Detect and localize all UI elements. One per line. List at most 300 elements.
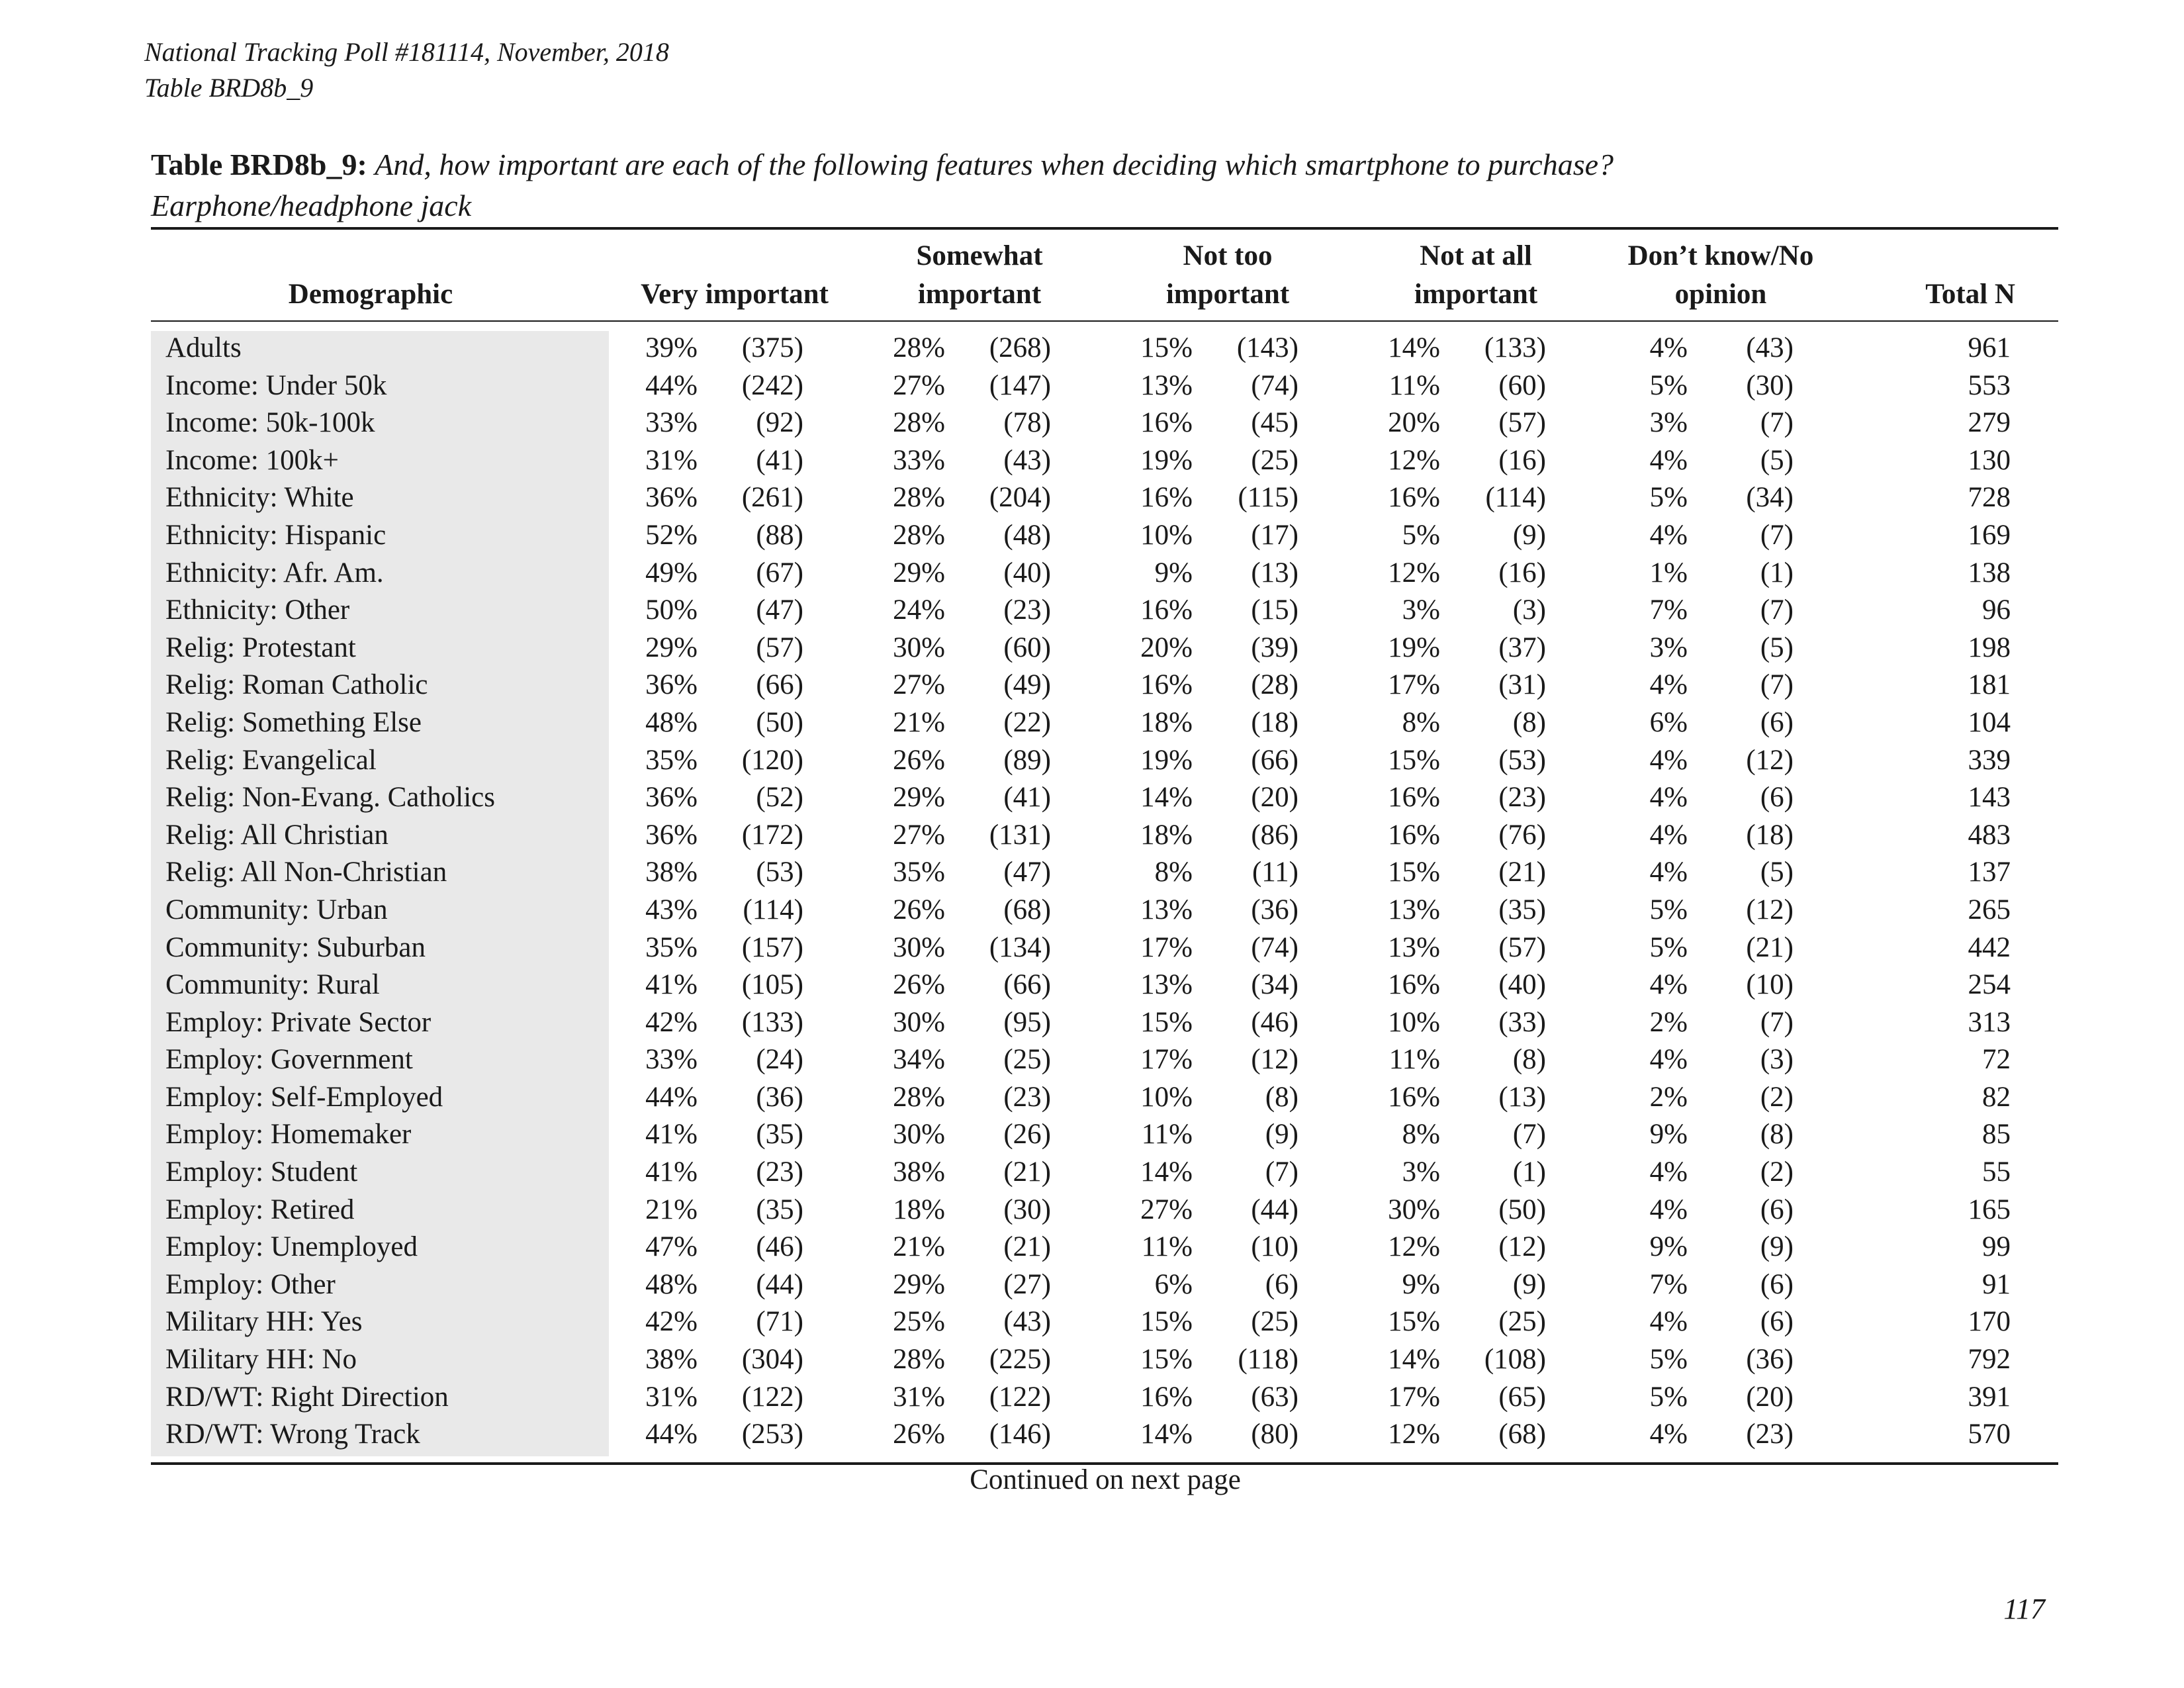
cell-dont-know-n: (1) <box>1760 557 1794 588</box>
table-body <box>0 330 2184 1454</box>
row-label: Employ: Homemaker <box>165 1119 412 1150</box>
cell-total-n: 96 <box>1982 594 2011 626</box>
cell-very-important-pct: 44% <box>645 1081 698 1113</box>
cell-very-important-pct: 36% <box>645 819 698 851</box>
cell-somewhat-important-n: (204) <box>989 482 1051 514</box>
cell-very-important-pct: 41% <box>645 969 698 1001</box>
cell-somewhat-important-n: (146) <box>989 1419 1051 1450</box>
cell-dont-know-n: (6) <box>1760 1194 1794 1225</box>
cell-not-too-important-pct: 10% <box>1140 1081 1193 1113</box>
cell-dont-know-pct: 3% <box>1649 407 1688 439</box>
cell-total-n: 181 <box>1968 669 2011 701</box>
cell-somewhat-important-pct: 38% <box>893 1156 945 1188</box>
cell-not-at-all-important-pct: 3% <box>1402 1156 1440 1188</box>
continued-note: Continued on next page <box>970 1464 1241 1495</box>
cell-total-n: 265 <box>1968 894 2011 925</box>
cell-somewhat-important-pct: 29% <box>893 1268 945 1300</box>
cell-not-at-all-important-n: (114) <box>1485 482 1546 514</box>
row-label: Employ: Unemployed <box>165 1231 418 1263</box>
cell-somewhat-important-pct: 30% <box>893 1006 945 1038</box>
row-label: Community: Suburban <box>165 931 426 963</box>
cell-not-too-important-pct: 13% <box>1140 369 1193 401</box>
row-label: Military HH: No <box>165 1344 357 1376</box>
cell-dont-know-pct: 4% <box>1649 819 1688 851</box>
cell-not-too-important-n: (86) <box>1251 819 1298 851</box>
cell-dont-know-pct: 4% <box>1649 669 1688 701</box>
page-number: 117 <box>2003 1593 2045 1625</box>
header-notall-line2: important <box>1414 279 1538 310</box>
cell-somewhat-important-pct: 27% <box>893 369 945 401</box>
cell-somewhat-important-n: (25) <box>1003 1044 1051 1076</box>
cell-dont-know-n: (36) <box>1746 1344 1794 1376</box>
cell-total-n: 553 <box>1968 369 2011 401</box>
cell-very-important-pct: 42% <box>645 1306 698 1338</box>
cell-dont-know-pct: 4% <box>1649 969 1688 1001</box>
cell-dont-know-n: (7) <box>1760 1006 1794 1038</box>
cell-not-too-important-n: (74) <box>1251 931 1298 963</box>
cell-very-important-pct: 48% <box>645 1268 698 1300</box>
cell-very-important-pct: 36% <box>645 782 698 814</box>
cell-not-at-all-important-pct: 8% <box>1402 706 1440 738</box>
cell-total-n: 391 <box>1968 1381 2011 1413</box>
cell-not-too-important-n: (17) <box>1251 519 1298 551</box>
cell-very-important-pct: 47% <box>645 1231 698 1263</box>
cell-not-at-all-important-n: (23) <box>1498 782 1546 814</box>
cell-somewhat-important-n: (60) <box>1003 632 1051 663</box>
cell-not-at-all-important-n: (21) <box>1498 857 1546 888</box>
table-row <box>0 592 2184 630</box>
cell-dont-know-n: (43) <box>1746 332 1794 363</box>
cell-not-too-important-n: (8) <box>1265 1081 1298 1113</box>
cell-not-too-important-n: (34) <box>1251 969 1298 1001</box>
cell-dont-know-n: (5) <box>1760 444 1794 476</box>
cell-very-important-n: (375) <box>741 332 803 363</box>
cell-dont-know-pct: 9% <box>1649 1231 1688 1263</box>
cell-somewhat-important-n: (131) <box>989 819 1051 851</box>
cell-not-too-important-pct: 13% <box>1140 894 1193 925</box>
header-not-at-all-important <box>1370 237 1582 314</box>
cell-not-too-important-n: (66) <box>1251 744 1298 776</box>
cell-dont-know-n: (3) <box>1760 1044 1794 1076</box>
cell-very-important-n: (35) <box>756 1119 803 1150</box>
cell-dont-know-pct: 4% <box>1649 519 1688 551</box>
cell-somewhat-important-pct: 26% <box>893 744 945 776</box>
cell-not-at-all-important-pct: 11% <box>1388 369 1440 401</box>
cell-very-important-pct: 50% <box>645 594 698 626</box>
cell-very-important-n: (41) <box>756 444 803 476</box>
cell-somewhat-important-n: (225) <box>989 1344 1051 1376</box>
cell-very-important-n: (24) <box>756 1044 803 1076</box>
cell-total-n: 728 <box>1968 482 2011 514</box>
cell-somewhat-important-pct: 28% <box>893 1344 945 1376</box>
table-caption <box>151 144 2057 226</box>
cell-not-too-important-n: (74) <box>1251 369 1298 401</box>
cell-not-too-important-pct: 15% <box>1140 1344 1193 1376</box>
cell-not-too-important-n: (6) <box>1265 1268 1298 1300</box>
cell-not-at-all-important-pct: 12% <box>1388 444 1440 476</box>
cell-very-important-pct: 43% <box>645 894 698 925</box>
cell-very-important-n: (23) <box>756 1156 803 1188</box>
cell-very-important-n: (242) <box>741 369 803 401</box>
cell-not-at-all-important-n: (37) <box>1498 632 1546 663</box>
cell-very-important-n: (35) <box>756 1194 803 1225</box>
cell-very-important-n: (92) <box>756 407 803 439</box>
cell-very-important-pct: 52% <box>645 519 698 551</box>
cell-not-too-important-n: (46) <box>1251 1006 1298 1038</box>
cell-very-important-n: (304) <box>741 1344 803 1376</box>
cell-dont-know-n: (10) <box>1746 969 1794 1001</box>
cell-somewhat-important-pct: 27% <box>893 669 945 701</box>
cell-total-n: 254 <box>1968 969 2011 1001</box>
cell-somewhat-important-pct: 30% <box>893 931 945 963</box>
cell-not-at-all-important-n: (53) <box>1498 744 1546 776</box>
table-row <box>0 442 2184 480</box>
cell-very-important-pct: 35% <box>645 744 698 776</box>
cell-dont-know-pct: 7% <box>1649 594 1688 626</box>
cell-very-important-n: (71) <box>756 1306 803 1338</box>
cell-somewhat-important-pct: 24% <box>893 594 945 626</box>
cell-somewhat-important-n: (68) <box>1003 894 1051 925</box>
cell-not-at-all-important-pct: 12% <box>1388 557 1440 588</box>
cell-not-at-all-important-n: (9) <box>1512 1268 1546 1300</box>
cell-total-n: 91 <box>1982 1268 2011 1300</box>
cell-dont-know-pct: 9% <box>1649 1119 1688 1150</box>
cell-very-important-pct: 44% <box>645 1419 698 1450</box>
cell-not-too-important-pct: 11% <box>1141 1231 1193 1263</box>
cell-somewhat-important-n: (47) <box>1003 857 1051 888</box>
table-row <box>0 479 2184 517</box>
row-label: Employ: Self-Employed <box>165 1081 443 1113</box>
cell-somewhat-important-pct: 18% <box>893 1194 945 1225</box>
cell-somewhat-important-pct: 21% <box>893 706 945 738</box>
header-demographic: Demographic <box>288 279 453 310</box>
cell-total-n: 570 <box>1968 1419 2011 1450</box>
cell-total-n: 165 <box>1968 1194 2011 1225</box>
cell-not-too-important-pct: 18% <box>1140 706 1193 738</box>
cell-very-important-n: (44) <box>756 1268 803 1300</box>
cell-not-too-important-n: (28) <box>1251 669 1298 701</box>
row-label: Military HH: Yes <box>165 1306 363 1338</box>
table-row <box>0 779 2184 817</box>
cell-somewhat-important-pct: 21% <box>893 1231 945 1263</box>
cell-not-at-all-important-n: (76) <box>1498 819 1546 851</box>
cell-somewhat-important-n: (66) <box>1003 969 1051 1001</box>
row-label: Adults <box>165 332 242 363</box>
cell-dont-know-pct: 4% <box>1649 444 1688 476</box>
table-row <box>0 742 2184 780</box>
row-label: Income: 50k-100k <box>165 407 375 439</box>
cell-very-important-n: (36) <box>756 1081 803 1113</box>
cell-somewhat-important-pct: 30% <box>893 1119 945 1150</box>
cell-not-too-important-n: (25) <box>1251 1306 1298 1338</box>
cell-very-important-n: (66) <box>756 669 803 701</box>
cell-somewhat-important-pct: 28% <box>893 407 945 439</box>
cell-not-at-all-important-n: (13) <box>1498 1081 1546 1113</box>
table-row <box>0 1079 2184 1117</box>
cell-not-too-important-pct: 16% <box>1140 482 1193 514</box>
cell-somewhat-important-pct: 25% <box>893 1306 945 1338</box>
cell-not-at-all-important-pct: 12% <box>1388 1231 1440 1263</box>
cell-total-n: 55 <box>1982 1156 2011 1188</box>
row-label: Ethnicity: Hispanic <box>165 519 387 551</box>
cell-somewhat-important-pct: 26% <box>893 969 945 1001</box>
cell-somewhat-important-pct: 28% <box>893 482 945 514</box>
row-label: RD/WT: Wrong Track <box>165 1419 420 1450</box>
cell-somewhat-important-pct: 29% <box>893 557 945 588</box>
cell-not-at-all-important-pct: 15% <box>1388 857 1440 888</box>
cell-dont-know-pct: 4% <box>1649 857 1688 888</box>
cell-not-at-all-important-pct: 16% <box>1388 1081 1440 1113</box>
row-label: Ethnicity: Other <box>165 594 350 626</box>
cell-somewhat-important-pct: 30% <box>893 632 945 663</box>
cell-somewhat-important-n: (48) <box>1003 519 1051 551</box>
cell-very-important-pct: 42% <box>645 1006 698 1038</box>
cell-very-important-pct: 38% <box>645 1344 698 1376</box>
header-notall-line1: Not at all <box>1420 240 1532 271</box>
cell-not-at-all-important-pct: 5% <box>1402 519 1440 551</box>
cell-not-too-important-pct: 17% <box>1140 931 1193 963</box>
cell-total-n: 72 <box>1982 1044 2011 1076</box>
cell-not-at-all-important-n: (33) <box>1498 1006 1546 1038</box>
cell-dont-know-pct: 5% <box>1649 369 1688 401</box>
cell-very-important-n: (261) <box>741 482 803 514</box>
cell-dont-know-n: (6) <box>1760 1268 1794 1300</box>
table-row <box>0 1041 2184 1079</box>
cell-not-at-all-important-pct: 13% <box>1388 931 1440 963</box>
cell-very-important-pct: 35% <box>645 931 698 963</box>
cell-not-at-all-important-n: (16) <box>1498 557 1546 588</box>
caption-question: And, how important are each of the following features when deciding which smartphone to purchase? <box>375 148 1614 181</box>
cell-total-n: 279 <box>1968 407 2011 439</box>
cell-not-too-important-n: (63) <box>1251 1381 1298 1413</box>
row-label: Relig: Evangelical <box>165 744 377 776</box>
cell-somewhat-important-pct: 35% <box>893 857 945 888</box>
cell-not-too-important-n: (45) <box>1251 407 1298 439</box>
cell-very-important-n: (52) <box>756 782 803 814</box>
table-row <box>0 817 2184 855</box>
cell-very-important-n: (67) <box>756 557 803 588</box>
cell-very-important-pct: 39% <box>645 332 698 363</box>
cell-very-important-n: (253) <box>741 1419 803 1450</box>
cell-somewhat-important-n: (21) <box>1003 1156 1051 1188</box>
cell-dont-know-pct: 5% <box>1649 1344 1688 1376</box>
cell-somewhat-important-n: (78) <box>1003 407 1051 439</box>
table-row <box>0 704 2184 742</box>
cell-not-at-all-important-n: (133) <box>1484 332 1546 363</box>
cell-not-at-all-important-n: (40) <box>1498 969 1546 1001</box>
cell-total-n: 442 <box>1968 931 2011 963</box>
cell-somewhat-important-n: (89) <box>1003 744 1051 776</box>
cell-very-important-n: (46) <box>756 1231 803 1263</box>
header-not-too-important <box>1122 237 1334 314</box>
cell-not-too-important-n: (80) <box>1251 1419 1298 1450</box>
cell-very-important-n: (133) <box>741 1006 803 1038</box>
cell-not-at-all-important-n: (60) <box>1498 369 1546 401</box>
cell-somewhat-important-pct: 28% <box>893 1081 945 1113</box>
cell-dont-know-n: (8) <box>1760 1119 1794 1150</box>
cell-not-at-all-important-n: (65) <box>1498 1381 1546 1413</box>
cell-somewhat-important-n: (26) <box>1003 1119 1051 1150</box>
header-dk-line2: opinion <box>1674 279 1767 310</box>
cell-not-too-important-pct: 19% <box>1140 744 1193 776</box>
cell-not-too-important-n: (10) <box>1251 1231 1298 1263</box>
cell-not-at-all-important-pct: 19% <box>1388 632 1440 663</box>
cell-somewhat-important-pct: 28% <box>893 519 945 551</box>
cell-very-important-pct: 33% <box>645 1044 698 1076</box>
cell-total-n: 99 <box>1982 1231 2011 1263</box>
row-label: Income: 100k+ <box>165 444 339 476</box>
cell-dont-know-n: (12) <box>1746 894 1794 925</box>
cell-very-important-n: (57) <box>756 632 803 663</box>
cell-not-at-all-important-n: (16) <box>1498 444 1546 476</box>
cell-dont-know-n: (9) <box>1760 1231 1794 1263</box>
row-label: Relig: All Non-Christian <box>165 857 447 888</box>
cell-not-too-important-n: (12) <box>1251 1044 1298 1076</box>
cell-not-at-all-important-n: (8) <box>1512 1044 1546 1076</box>
cell-very-important-pct: 31% <box>645 1381 698 1413</box>
cell-dont-know-n: (18) <box>1746 819 1794 851</box>
poll-title: National Tracking Poll #181114, November, 2018 <box>144 37 669 67</box>
cell-dont-know-pct: 5% <box>1649 1381 1688 1413</box>
cell-dont-know-pct: 4% <box>1649 744 1688 776</box>
row-label: Employ: Retired <box>165 1194 355 1225</box>
cell-not-at-all-important-pct: 3% <box>1402 594 1440 626</box>
cell-dont-know-pct: 4% <box>1649 332 1688 363</box>
cell-not-too-important-pct: 15% <box>1140 332 1193 363</box>
running-head <box>144 34 669 106</box>
cell-dont-know-pct: 4% <box>1649 1156 1688 1188</box>
cell-not-too-important-pct: 16% <box>1140 669 1193 701</box>
cell-somewhat-important-n: (49) <box>1003 669 1051 701</box>
cell-very-important-pct: 21% <box>645 1194 698 1225</box>
cell-total-n: 143 <box>1968 782 2011 814</box>
cell-somewhat-important-pct: 26% <box>893 894 945 925</box>
cell-not-at-all-important-n: (57) <box>1498 407 1546 439</box>
table-id: Table BRD8b_9 <box>144 73 314 103</box>
cell-somewhat-important-n: (23) <box>1003 1081 1051 1113</box>
cell-dont-know-n: (7) <box>1760 407 1794 439</box>
table-row <box>0 517 2184 555</box>
cell-somewhat-important-n: (40) <box>1003 557 1051 588</box>
table-row <box>0 330 2184 367</box>
cell-not-at-all-important-n: (50) <box>1498 1194 1546 1225</box>
row-label: Community: Urban <box>165 894 388 925</box>
cell-very-important-n: (88) <box>756 519 803 551</box>
cell-very-important-pct: 49% <box>645 557 698 588</box>
cell-not-too-important-pct: 9% <box>1154 557 1193 588</box>
cell-very-important-pct: 29% <box>645 632 698 663</box>
table-row <box>0 1004 2184 1042</box>
cell-not-at-all-important-pct: 17% <box>1388 1381 1440 1413</box>
cell-dont-know-n: (12) <box>1746 744 1794 776</box>
cell-dont-know-pct: 4% <box>1649 782 1688 814</box>
cell-total-n: 792 <box>1968 1344 2011 1376</box>
cell-not-too-important-pct: 16% <box>1140 594 1193 626</box>
cell-somewhat-important-pct: 34% <box>893 1044 945 1076</box>
table-row <box>0 1303 2184 1341</box>
cell-not-too-important-n: (20) <box>1251 782 1298 814</box>
cell-not-too-important-pct: 6% <box>1154 1268 1193 1300</box>
header-somewhat-line2: important <box>917 279 1042 310</box>
cell-somewhat-important-n: (147) <box>989 369 1051 401</box>
cell-dont-know-n: (6) <box>1760 782 1794 814</box>
cell-not-at-all-important-pct: 20% <box>1388 407 1440 439</box>
cell-dont-know-pct: 1% <box>1649 557 1688 588</box>
cell-not-too-important-pct: 10% <box>1140 519 1193 551</box>
row-label: Employ: Private Sector <box>165 1006 432 1038</box>
cell-not-too-important-pct: 14% <box>1140 782 1193 814</box>
cell-dont-know-pct: 7% <box>1649 1268 1688 1300</box>
cell-not-at-all-important-n: (25) <box>1498 1306 1546 1338</box>
cell-total-n: 198 <box>1968 632 2011 663</box>
cell-somewhat-important-n: (23) <box>1003 594 1051 626</box>
cell-total-n: 170 <box>1968 1306 2011 1338</box>
cell-not-at-all-important-n: (68) <box>1498 1419 1546 1450</box>
cell-not-at-all-important-pct: 30% <box>1388 1194 1440 1225</box>
header-dk-line1: Don’t know/No <box>1627 240 1814 271</box>
cell-dont-know-n: (6) <box>1760 706 1794 738</box>
cell-not-at-all-important-pct: 16% <box>1388 782 1440 814</box>
cell-not-too-important-n: (7) <box>1265 1156 1298 1188</box>
cell-not-at-all-important-n: (1) <box>1512 1156 1546 1188</box>
cell-not-at-all-important-n: (108) <box>1484 1344 1546 1376</box>
table-row <box>0 367 2184 405</box>
cell-somewhat-important-pct: 33% <box>893 444 945 476</box>
cell-total-n: 130 <box>1968 444 2011 476</box>
cell-not-at-all-important-pct: 8% <box>1402 1119 1440 1150</box>
row-label: Community: Rural <box>165 969 380 1001</box>
row-label: Relig: Roman Catholic <box>165 669 428 701</box>
cell-somewhat-important-n: (43) <box>1003 1306 1051 1338</box>
cell-not-too-important-n: (115) <box>1238 482 1298 514</box>
row-label: Employ: Government <box>165 1044 413 1076</box>
cell-very-important-pct: 33% <box>645 407 698 439</box>
table-row <box>0 1416 2184 1454</box>
cell-not-at-all-important-pct: 10% <box>1388 1006 1440 1038</box>
cell-very-important-n: (120) <box>741 744 803 776</box>
cell-not-too-important-pct: 20% <box>1140 632 1193 663</box>
header-nottoo-line2: important <box>1165 279 1290 310</box>
cell-very-important-n: (114) <box>743 894 803 925</box>
cell-not-too-important-pct: 27% <box>1140 1194 1193 1225</box>
header-nottoo-line1: Not too <box>1183 240 1273 271</box>
cell-not-at-all-important-n: (57) <box>1498 931 1546 963</box>
cell-somewhat-important-pct: 28% <box>893 332 945 363</box>
row-label: Ethnicity: White <box>165 482 354 514</box>
cell-dont-know-pct: 2% <box>1649 1081 1688 1113</box>
cell-somewhat-important-pct: 29% <box>893 782 945 814</box>
cell-not-too-important-pct: 11% <box>1141 1119 1193 1150</box>
header-total-n: Total N <box>1925 279 2015 310</box>
row-label: Relig: Something Else <box>165 706 422 738</box>
cell-not-too-important-pct: 18% <box>1140 819 1193 851</box>
cell-somewhat-important-n: (268) <box>989 332 1051 363</box>
cell-not-at-all-important-pct: 16% <box>1388 482 1440 514</box>
cell-total-n: 82 <box>1982 1081 2011 1113</box>
cell-dont-know-n: (6) <box>1760 1306 1794 1338</box>
table-row <box>0 929 2184 967</box>
table-row <box>0 667 2184 704</box>
cell-not-at-all-important-pct: 12% <box>1388 1419 1440 1450</box>
cell-very-important-n: (47) <box>756 594 803 626</box>
cell-not-at-all-important-pct: 15% <box>1388 1306 1440 1338</box>
cell-not-at-all-important-pct: 16% <box>1388 819 1440 851</box>
cell-not-at-all-important-pct: 14% <box>1388 1344 1440 1376</box>
cell-very-important-n: (105) <box>741 969 803 1001</box>
cell-not-too-important-n: (18) <box>1251 706 1298 738</box>
cell-not-too-important-n: (25) <box>1251 444 1298 476</box>
cell-not-at-all-important-pct: 15% <box>1388 744 1440 776</box>
